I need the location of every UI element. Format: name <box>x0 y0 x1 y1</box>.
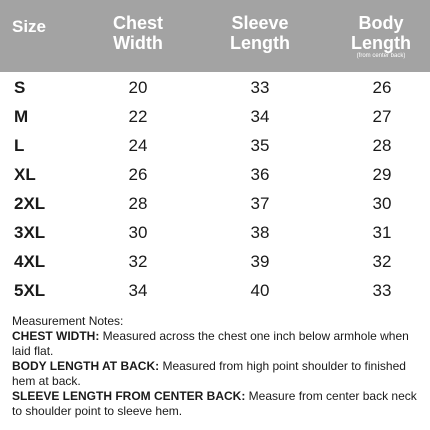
row-body: 28 <box>372 136 392 155</box>
note-body-length <box>12 359 426 389</box>
row-body: 33 <box>372 281 392 300</box>
row-size: M <box>14 107 29 126</box>
table-row <box>0 218 430 247</box>
row-chest: 32 <box>128 252 148 271</box>
row-sleeve: 38 <box>250 223 270 242</box>
table-row <box>0 276 430 305</box>
row-size: L <box>14 136 25 155</box>
row-size: 4XL <box>14 252 46 271</box>
row-body: 26 <box>372 78 392 97</box>
header-body-line2: Length <box>351 33 411 54</box>
row-size: S <box>14 78 26 97</box>
note-body-text: Measured from high point shoulder to finished hem at back. <box>12 359 406 388</box>
note-chest-text: Measured across the chest one inch below armhole when laid flat. <box>12 329 409 358</box>
header-sleeve-line1: Sleeve <box>231 13 289 33</box>
header-sleeve-line2: Length <box>230 33 290 54</box>
notes-title: Measurement Notes: <box>12 314 124 328</box>
table-row <box>0 131 430 160</box>
row-sleeve: 33 <box>250 78 270 97</box>
table-row <box>0 160 430 189</box>
table-row <box>0 73 430 102</box>
note-chest-label: CHEST WIDTH: <box>12 329 100 343</box>
row-sleeve: 36 <box>250 165 270 184</box>
header-chest-line2: Width <box>113 33 163 54</box>
row-chest: 26 <box>128 165 148 184</box>
table-row <box>0 247 430 276</box>
header-body-length <box>336 13 426 59</box>
header-size-label: Size <box>12 17 47 36</box>
row-sleeve: 37 <box>250 194 270 213</box>
note-chest-width <box>12 329 426 359</box>
measurement-notes <box>12 314 426 419</box>
header-body-line1: Body <box>358 13 404 33</box>
row-body: 29 <box>372 165 392 184</box>
header-chest-line1: Chest <box>112 13 163 33</box>
row-size: 3XL <box>14 223 46 242</box>
row-body: 30 <box>372 194 392 213</box>
header-sleeve-length <box>215 13 305 53</box>
row-body: 32 <box>372 252 392 271</box>
row-sleeve: 40 <box>250 281 270 300</box>
row-chest: 28 <box>128 194 148 213</box>
row-chest: 22 <box>128 107 148 126</box>
row-size: XL <box>14 165 36 184</box>
header-body-sub: (from center back) <box>356 53 406 60</box>
row-chest: 34 <box>128 281 148 300</box>
row-chest: 30 <box>128 223 148 242</box>
row-body: 31 <box>372 223 392 242</box>
size-chart-header <box>0 0 430 72</box>
row-chest: 20 <box>128 78 148 97</box>
note-sleeve-length <box>12 389 426 419</box>
row-sleeve: 35 <box>250 136 270 155</box>
row-chest: 24 <box>128 136 148 155</box>
row-sleeve: 39 <box>250 252 270 271</box>
note-body-label: BODY LENGTH AT BACK: <box>12 359 160 373</box>
header-size <box>12 17 46 36</box>
row-sleeve: 34 <box>250 107 270 126</box>
note-sleeve-label: SLEEVE LENGTH FROM CENTER BACK: <box>12 389 246 403</box>
table-row <box>0 189 430 218</box>
table-row <box>0 102 430 131</box>
note-sleeve-text: Measure from center back neck to shoulder point to sleeve hem. <box>12 389 417 418</box>
row-body: 27 <box>372 107 392 126</box>
header-chest-width <box>97 13 179 53</box>
row-size: 5XL <box>14 281 46 300</box>
row-size: 2XL <box>14 194 46 213</box>
